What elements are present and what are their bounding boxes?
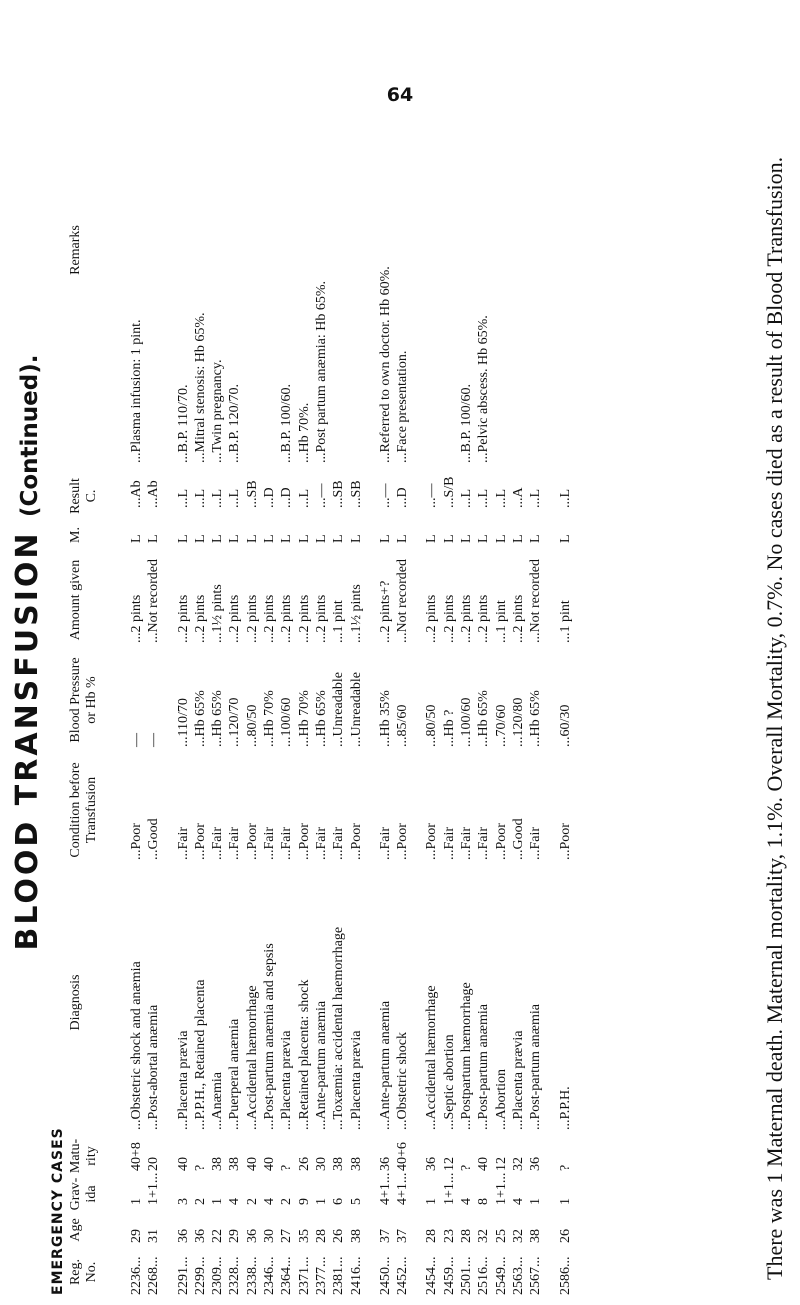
- cell-condition: ...Poor: [296, 823, 312, 860]
- cell-condition: ...Poor: [493, 823, 509, 860]
- cell-reg: 2381...: [331, 1256, 347, 1295]
- cell-condition: ...Fair: [459, 826, 475, 860]
- cell-m: L: [210, 534, 226, 543]
- cell-reg: 2309...: [210, 1256, 226, 1295]
- cell-age: 38: [528, 1229, 544, 1243]
- cell-c: ...D: [395, 487, 411, 508]
- cell-c: ...—: [313, 483, 329, 508]
- cell-c: ...S/B: [441, 476, 457, 508]
- cell-age: 26: [331, 1229, 347, 1243]
- page-number: 64: [386, 84, 414, 106]
- cell-m: L: [528, 534, 544, 543]
- cell-reg: 2454...: [424, 1256, 440, 1295]
- header-diagnosis: Diagnosis: [68, 974, 83, 1031]
- cell-amount: ...2 pints+?: [377, 580, 393, 643]
- cell-mat: 32: [510, 1157, 526, 1171]
- cell-c: ...L: [192, 488, 208, 508]
- cell-c: ...—: [377, 483, 393, 508]
- cell-reg: 2586...: [557, 1256, 573, 1295]
- cell-diagnosis: ...Toxæmia: accidental haemorrhage: [331, 926, 347, 1130]
- cell-reg: 2328...: [227, 1256, 243, 1295]
- header-condition: Condition before Transfusion: [68, 762, 99, 858]
- cell-condition: ...Fair: [441, 826, 457, 860]
- cell-bp: ...Unreadable: [348, 671, 364, 747]
- cell-mat: 38: [210, 1157, 226, 1171]
- cell-diagnosis: ...Abortion: [493, 1068, 509, 1130]
- cell-diagnosis: ...Post-partum anæmia and sepsis: [262, 943, 278, 1130]
- cell-condition: ...Fair: [528, 826, 544, 860]
- cell-reg: 2291...: [175, 1256, 191, 1295]
- cell-reg: 2377...: [313, 1256, 329, 1295]
- cell-condition: ...Poor: [192, 823, 208, 860]
- cell-bp: —: [129, 733, 144, 747]
- cell-reg: 2371...: [296, 1256, 312, 1295]
- cell-remarks: ...Mitral stenosis: Hb 65%.: [192, 312, 208, 463]
- cell-age: 28: [459, 1229, 475, 1243]
- cell-m: L: [459, 534, 475, 543]
- cell-reg: 2338...: [244, 1256, 260, 1295]
- cell-amount: ...Not recorded: [528, 559, 544, 643]
- cell-grav: 1: [424, 1198, 440, 1205]
- cell-grav: 4+1...: [377, 1172, 393, 1205]
- cell-bp: ...110/70: [175, 698, 191, 747]
- cell-condition: ...Good: [510, 818, 526, 860]
- cell-amount: ...2 pints: [244, 594, 260, 643]
- cell-c: ...L: [459, 488, 475, 508]
- header-grav: Grav-ida: [68, 1177, 99, 1211]
- header-reg: Reg. No.: [68, 1258, 99, 1286]
- cell-mat: ?: [279, 1164, 295, 1171]
- cell-reg: 2516...: [476, 1256, 492, 1295]
- header-mat: Matu-rity: [68, 1138, 99, 1174]
- cell-mat: 12: [493, 1157, 509, 1171]
- header-amount: Amount given: [68, 559, 83, 641]
- cell-grav: 4: [510, 1198, 526, 1205]
- cell-mat: 40: [244, 1157, 260, 1171]
- cell-mat: ?: [459, 1164, 475, 1171]
- cell-amount: ...1½ pints: [210, 584, 226, 643]
- cell-age: 25: [493, 1229, 509, 1243]
- cell-grav: 1: [528, 1198, 544, 1205]
- cell-c: ...L: [175, 488, 191, 508]
- cell-remarks: ...Face presentation.: [395, 350, 411, 463]
- cell-grav: 2: [192, 1198, 208, 1205]
- cell-mat: 40: [262, 1157, 278, 1171]
- cell-amount: ...1 pint: [493, 600, 509, 643]
- cell-c: ...L: [476, 488, 492, 508]
- cell-m: L: [331, 534, 347, 543]
- cell-c: ...L: [210, 488, 226, 508]
- cell-bp: ...Hb 70%: [262, 690, 278, 747]
- cell-mat: 40+6: [395, 1142, 411, 1171]
- cell-condition: ...Poor: [244, 823, 260, 860]
- cell-c: ...SB: [244, 480, 260, 508]
- cell-grav: 2: [279, 1198, 295, 1205]
- cell-amount: ...2 pints: [227, 594, 243, 643]
- footer-note: There was 1 Maternal death. Maternal mortality, 1.1%. Overall Mortality, 0.7%. No cases died as a result of Blood Transfusion.: [762, 156, 787, 1280]
- header-result: Result C.: [68, 478, 99, 514]
- cell-condition: ...Fair: [331, 826, 347, 860]
- cell-bp: —: [146, 733, 162, 747]
- cell-diagnosis: ...Postpartum hæmorrhage: [459, 982, 475, 1130]
- cell-condition: ...Fair: [262, 826, 278, 860]
- cell-grav: 4: [459, 1198, 475, 1205]
- cell-bp: ...80/50: [244, 704, 260, 747]
- cell-m: L: [395, 534, 411, 543]
- cell-age: 28: [313, 1229, 329, 1243]
- cell-age: 27: [279, 1229, 295, 1243]
- cell-m: L: [175, 534, 191, 543]
- cell-amount: ...1½ pints: [348, 584, 364, 643]
- cell-reg: 2450...: [377, 1256, 393, 1295]
- cell-m: L: [262, 534, 278, 543]
- cell-grav: 6: [331, 1198, 347, 1205]
- cell-diagnosis: ...Placenta prævia: [279, 1030, 295, 1130]
- cell-bp: ...Hb ?: [441, 709, 457, 747]
- cell-bp: ...80/50: [424, 704, 440, 747]
- cell-amount: ...2 pints: [279, 594, 295, 643]
- cell-bp: ...120/80: [510, 697, 526, 747]
- cell-diagnosis: ...Placenta prævia: [348, 1030, 364, 1130]
- cell-age: 23: [441, 1229, 457, 1243]
- cell-remarks: ...Referred to own doctor. Hb 60%.: [377, 266, 393, 463]
- cell-m: L: [146, 534, 162, 543]
- cell-mat: 40: [476, 1157, 492, 1171]
- cell-remarks: ...B.P. 110/70.: [175, 384, 191, 463]
- cell-mat: ?: [557, 1164, 573, 1171]
- cell-age: 30: [262, 1229, 278, 1243]
- cell-mat: 36: [424, 1157, 440, 1171]
- cell-bp: ...Hb 65%: [313, 690, 329, 747]
- cell-m: L: [476, 534, 492, 543]
- cell-bp: ...Hb 65%: [528, 690, 544, 747]
- cell-grav: 4: [227, 1198, 243, 1205]
- cell-m: L: [279, 534, 295, 543]
- cell-age: 36: [192, 1229, 208, 1243]
- cell-amount: ...2 pints: [129, 594, 144, 643]
- cell-bp: ...60/30: [557, 704, 573, 747]
- cell-m: L: [192, 534, 208, 543]
- cell-amount: ...1 pint: [557, 600, 573, 643]
- cell-diagnosis: ...Obstetric shock and anæmia: [129, 961, 144, 1130]
- cell-diagnosis: ...Obstetric shock: [395, 1032, 411, 1130]
- cell-diagnosis: ...Septic abortion: [441, 1034, 457, 1130]
- cell-diagnosis: ...Placenta prævia: [175, 1030, 191, 1130]
- cell-grav: 1: [210, 1198, 226, 1205]
- cell-mat: 26: [296, 1157, 312, 1171]
- cell-reg: 2563...: [510, 1256, 526, 1295]
- cell-grav: 3: [175, 1198, 191, 1205]
- cell-age: 31: [146, 1229, 162, 1243]
- cell-remarks: ...Hb 70%.: [296, 402, 312, 463]
- cell-bp: ...85/60: [395, 704, 411, 747]
- cell-diagnosis: ...Retained placenta: shock: [296, 979, 312, 1130]
- cell-age: 32: [510, 1229, 526, 1243]
- cell-diagnosis: ...Post-abortal anæmia: [146, 1004, 162, 1130]
- cell-grav: 5: [348, 1198, 364, 1205]
- cell-diagnosis: ...Ante-partum anæmia: [377, 1000, 393, 1130]
- cell-m: L: [377, 534, 393, 543]
- cell-grav: 9: [296, 1198, 312, 1205]
- cell-c: ...Ab: [146, 480, 162, 508]
- cell-condition: ...Fair: [476, 826, 492, 860]
- cell-diagnosis: ...Accidental hæmorrhage: [424, 985, 440, 1130]
- cell-remarks: ...B.P. 100/60.: [279, 384, 295, 463]
- header-m: M.: [68, 527, 83, 543]
- cell-age: 22: [210, 1229, 226, 1243]
- cell-condition: ...Poor: [424, 823, 440, 860]
- cell-reg: 2567...: [528, 1256, 544, 1295]
- cell-age: 36: [175, 1229, 191, 1243]
- page-title: [10, 20, 45, 1285]
- cell-reg: 2236...: [129, 1256, 144, 1295]
- title-text: BLOOD TRANSFUSION: [10, 530, 45, 951]
- cell-diagnosis: ...Post-partum anæmia: [476, 1004, 492, 1130]
- cell-reg: 2416...: [348, 1256, 364, 1295]
- cell-c: ...L: [528, 488, 544, 508]
- cell-mat: 12: [441, 1157, 457, 1171]
- cell-condition: ...Fair: [227, 826, 243, 860]
- cell-m: L: [424, 534, 440, 543]
- cell-mat: 38: [331, 1157, 347, 1171]
- header-remarks: Remarks: [68, 225, 83, 275]
- cell-amount: ...2 pints: [459, 594, 475, 643]
- cell-amount: ...2 pints: [296, 594, 312, 643]
- cell-reg: 2549...: [493, 1256, 509, 1295]
- cell-mat: 30: [313, 1157, 329, 1171]
- cell-c: ...L: [227, 488, 243, 508]
- header-blood-pressure: Blood Pressure or Hb %: [68, 657, 99, 743]
- cell-mat: 38: [227, 1157, 243, 1171]
- cell-reg: 2346...: [262, 1256, 278, 1295]
- cell-c: ...L: [296, 488, 312, 508]
- cell-c: ...L: [557, 488, 573, 508]
- cell-remarks: ...Twin pregnancy.: [210, 359, 226, 463]
- cell-age: 35: [296, 1229, 312, 1243]
- cell-mat: 36: [377, 1157, 393, 1171]
- cell-amount: ...2 pints: [313, 594, 329, 643]
- cell-m: L: [510, 534, 526, 543]
- cell-bp: ...Hb 35%: [377, 690, 393, 747]
- cell-condition: ...Good: [146, 818, 162, 860]
- cell-m: L: [227, 534, 243, 543]
- cell-m: L: [313, 534, 329, 543]
- cell-c: ...—: [424, 483, 440, 508]
- cell-bp: ...120/70: [227, 697, 243, 747]
- cell-reg: 2501...: [459, 1256, 475, 1295]
- cell-m: L: [129, 534, 144, 543]
- cell-amount: ...2 pints: [424, 594, 440, 643]
- cell-diagnosis: ...Post-partum anæmia: [528, 1004, 544, 1130]
- cell-amount: ...2 pints: [175, 594, 191, 643]
- cell-diagnosis: ...P.P.H., Retained placenta: [192, 979, 208, 1130]
- cell-amount: ...Not recorded: [146, 559, 162, 643]
- cell-amount: ...2 pints: [262, 594, 278, 643]
- cell-grav: 1: [313, 1198, 329, 1205]
- cell-bp: ...Hb 70%: [296, 690, 312, 747]
- cell-bp: ...Hb 65%: [192, 690, 208, 747]
- cell-reg: 2268...: [146, 1256, 162, 1295]
- cell-reg: 2299...: [192, 1256, 208, 1295]
- cell-mat: 36: [528, 1157, 544, 1171]
- cell-c: ...SB: [331, 480, 347, 508]
- cell-bp: ...Hb 65%: [210, 690, 226, 747]
- cell-m: L: [244, 534, 260, 543]
- cell-c: ...D: [262, 487, 278, 508]
- cell-c: ...Ab: [129, 480, 144, 508]
- cell-m: L: [296, 534, 312, 543]
- cell-diagnosis: ...Puerperal anæmia: [227, 1018, 243, 1130]
- cell-mat: 38: [348, 1157, 364, 1171]
- cell-diagnosis: ...Anæmia: [210, 1072, 226, 1130]
- cell-age: 29: [129, 1229, 144, 1243]
- cell-condition: ...Poor: [129, 823, 144, 860]
- cell-mat: 40+8: [129, 1142, 144, 1171]
- cell-remarks: ...Pelvic abscess. Hb 65%.: [476, 315, 492, 463]
- cell-amount: ...2 pints: [192, 594, 208, 643]
- cell-age: 38: [348, 1229, 364, 1243]
- cell-condition: ...Fair: [175, 826, 191, 860]
- cell-bp: ...100/60: [279, 697, 295, 747]
- cell-remarks: ...B.P. 100/60.: [459, 384, 475, 463]
- cell-grav: 4: [262, 1198, 278, 1205]
- cell-m: L: [348, 534, 364, 543]
- cell-bp: ...70/60: [493, 704, 509, 747]
- cell-amount: ...2 pints: [510, 594, 526, 643]
- cell-diagnosis: ...P.P.H.: [557, 1086, 573, 1130]
- cell-grav: 4+1...: [395, 1172, 411, 1205]
- cell-bp: ...100/60: [459, 697, 475, 747]
- cell-grav: 8: [476, 1198, 492, 1205]
- cell-age: 26: [557, 1229, 573, 1243]
- cell-c: ...L: [493, 488, 509, 508]
- cell-c: ...A: [510, 487, 526, 508]
- cell-bp: ...Unreadable: [331, 671, 347, 747]
- cell-reg: 2364...: [279, 1256, 295, 1295]
- cell-grav: 1+1...: [146, 1172, 162, 1205]
- cell-c: ...SB: [348, 480, 364, 508]
- cell-amount: ...1 pint: [331, 600, 347, 643]
- cell-diagnosis: ...Accidental hæmorrhage: [244, 985, 260, 1130]
- cell-m: L: [557, 534, 573, 543]
- cell-condition: ...Fair: [377, 826, 393, 860]
- cell-amount: ...Not recorded: [395, 559, 411, 643]
- cell-age: 32: [476, 1229, 492, 1243]
- cell-diagnosis: ...Placenta prævia: [510, 1030, 526, 1130]
- cell-m: L: [493, 534, 509, 543]
- cell-condition: ...Fair: [313, 826, 329, 860]
- cell-age: 36: [244, 1229, 260, 1243]
- cell-mat: ?: [192, 1164, 208, 1171]
- cell-amount: ...2 pints: [441, 594, 457, 643]
- cell-reg: 2452...: [395, 1256, 411, 1295]
- cell-age: 37: [377, 1229, 393, 1243]
- cell-remarks: ...Plasma infusion: 1 pint.: [129, 319, 144, 463]
- cell-remarks: ...Post partum anæmia: Hb 65%.: [313, 281, 329, 463]
- cell-grav: 2: [244, 1198, 260, 1205]
- cell-mat: 40: [175, 1157, 191, 1171]
- header-age: Age: [68, 1218, 83, 1242]
- cell-m: L: [441, 534, 457, 543]
- cell-condition: ...Fair: [279, 826, 295, 860]
- cell-grav: 1: [557, 1198, 573, 1205]
- cell-grav: 1+1...: [493, 1172, 509, 1205]
- cell-c: ...D: [279, 487, 295, 508]
- cell-reg: 2459...: [441, 1256, 457, 1295]
- cell-remarks: ...B.P. 120/70.: [227, 384, 243, 463]
- cell-condition: ...Poor: [557, 823, 573, 860]
- cell-mat: 20: [146, 1157, 162, 1171]
- cell-age: 37: [395, 1229, 411, 1243]
- cell-condition: ...Fair: [210, 826, 226, 860]
- section-label: EMERGENCY CASES: [50, 1127, 66, 1295]
- cell-diagnosis: ...Ante-partum anæmia: [313, 1000, 329, 1130]
- cell-condition: ...Poor: [395, 823, 411, 860]
- cell-grav: 1: [129, 1198, 144, 1205]
- cell-amount: ...2 pints: [476, 594, 492, 643]
- cell-age: 29: [227, 1229, 243, 1243]
- cell-age: 28: [424, 1229, 440, 1243]
- cell-grav: 1+1...: [441, 1172, 457, 1205]
- cell-condition: ...Poor: [348, 823, 364, 860]
- cell-bp: ...Hb 65%: [476, 690, 492, 747]
- title-suffix: (Continued).: [17, 354, 43, 518]
